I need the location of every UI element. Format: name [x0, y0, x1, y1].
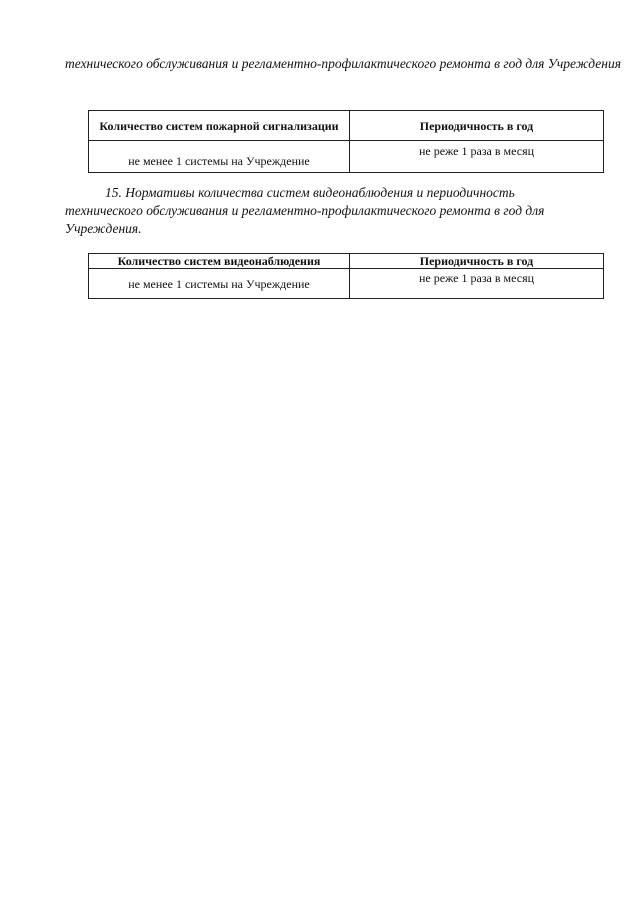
table-row — [89, 141, 604, 173]
section-15-heading: 15. Нормативы количества систем видеонаблюдения и периодичность — [105, 185, 515, 200]
column-header-quantity: Количество систем видеонаблюдения — [89, 254, 350, 269]
table-cell-quantity: не менее 1 системы на Учреждение — [89, 141, 350, 173]
table-row — [89, 269, 604, 299]
table-cell-quantity: не менее 1 системы на Учреждение — [89, 269, 350, 299]
section-15-paragraph — [65, 184, 621, 238]
intro-paragraph — [65, 55, 621, 73]
table-cell-periodicity: не реже 1 раза в месяц — [350, 269, 604, 299]
column-header-quantity: Количество систем пожарной сигнализации — [89, 111, 350, 141]
section-15-text: технического обслуживания и регламентно-профилактического ремонта в год для Учреждения. — [65, 203, 545, 236]
table-cell-periodicity: не реже 1 раза в месяц — [350, 141, 604, 173]
video-surveillance-norms-table — [88, 253, 604, 299]
intro-text: технического обслуживания и регламентно-профилактического ремонта в год для Учреждения — [65, 56, 621, 71]
column-header-periodicity: Периодичность в год — [350, 254, 604, 269]
table-header-row — [89, 254, 604, 269]
table-header-row — [89, 111, 604, 141]
column-header-periodicity: Периодичность в год — [350, 111, 604, 141]
fire-alarm-norms-table — [88, 110, 604, 173]
